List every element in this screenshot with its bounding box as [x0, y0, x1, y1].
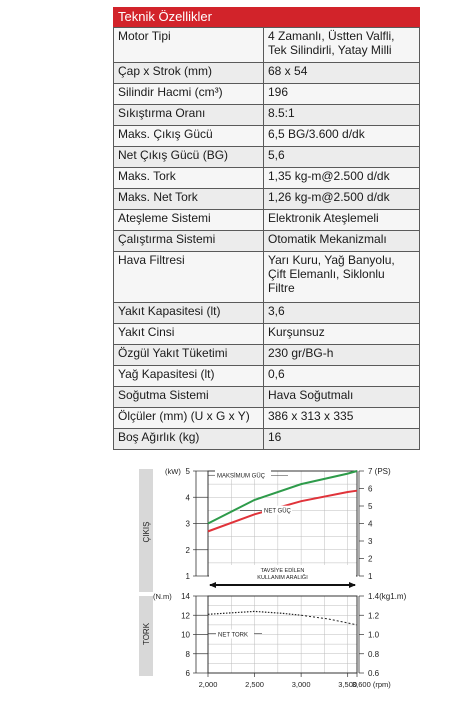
power-left-tick: 2: [185, 545, 190, 555]
spec-value: Yarı Kuru, Yağ Banyolu, Çift Elemanlı, Siklonlu Filtre: [264, 252, 420, 303]
spec-table-title: Teknik Özellikler: [113, 7, 420, 27]
power-right-tick: 2: [368, 554, 373, 564]
spec-value: Hava Soğutmalı: [264, 387, 420, 408]
spec-value: 3,6: [264, 303, 420, 324]
spec-label: Ölçüler (mm) (U x G x Y): [114, 408, 264, 429]
spec-row: [114, 84, 420, 105]
range-annotation-line2: KULLANIM ARALIĞI: [257, 575, 308, 581]
spec-row: [114, 429, 420, 450]
torque-section-label: TORK: [142, 622, 151, 646]
spec-row: [114, 252, 420, 303]
x-tick-label: 2,500: [245, 680, 264, 689]
power-right-tick: 7 (PS): [368, 467, 391, 476]
spec-row: [114, 231, 420, 252]
power-right-tick: 6: [368, 484, 373, 494]
spec-row: [114, 345, 420, 366]
spec-row: [114, 408, 420, 429]
torque-right-tick: 1.4(kg1.m): [368, 592, 407, 601]
spec-value: 1,35 kg-m@2.500 d/dk: [264, 168, 420, 189]
torque-left-tick: 12: [181, 611, 190, 621]
spec-label: Ateşleme Sistemi: [114, 210, 264, 231]
power-right-tick: 5: [368, 502, 373, 511]
torque-right-tick: 0.8: [368, 649, 380, 659]
spec-label: Net Çıkış Gücü (BG): [114, 147, 264, 168]
torque-left-tick: 10: [181, 630, 190, 640]
x-tick-label: 3,000: [291, 680, 311, 689]
spec-table: [113, 7, 420, 450]
torque-left-unit: (N.m): [153, 592, 172, 601]
torque-left-tick: 14: [181, 592, 190, 601]
spec-label: Motor Tipi: [114, 28, 264, 63]
spec-value: 196: [264, 84, 420, 105]
x-tick-label: 3,500: [338, 680, 358, 689]
range-annotation-line1: TAVSİYE EDİLEN: [260, 568, 305, 574]
power-right-tick: 3: [368, 537, 373, 546]
torque-right-tick: 0.6: [368, 669, 380, 678]
power-left-tick: 5: [185, 467, 190, 476]
spec-label: Maks. Çıkış Gücü: [114, 126, 264, 147]
spec-value: 6,5 BG/3.600 d/dk: [264, 126, 420, 147]
spec-label: Hava Filtresi: [114, 252, 264, 303]
spec-label: Çap x Strok (mm): [114, 63, 264, 84]
spec-label: Sıkıştırma Oranı: [114, 105, 264, 126]
max-power-label: MAKSİMUM GÜÇ: [217, 473, 265, 480]
net-torque-label: NET TORK: [218, 632, 249, 639]
spec-label: Maks. Tork: [114, 168, 264, 189]
spec-label: Özgül Yakıt Tüketimi: [114, 345, 264, 366]
spec-row: [114, 63, 420, 84]
spec-value: Otomatik Mekanizmalı: [264, 231, 420, 252]
spec-label: Yakıt Kapasitesi (lt): [114, 303, 264, 324]
spec-value: Elektronik Ateşlemeli: [264, 210, 420, 231]
spec-label: Çalıştırma Sistemi: [114, 231, 264, 252]
spec-value: 5,6: [264, 147, 420, 168]
spec-row: [114, 387, 420, 408]
x-tick-label: 2,000: [198, 680, 218, 689]
spec-label: Yağ Kapasitesi (lt): [114, 366, 264, 387]
power-right-tick: 4: [368, 519, 373, 529]
x-tick-label: 3,600 (rpm): [352, 680, 391, 689]
spec-label: Boş Ağırlık (kg): [114, 429, 264, 450]
power-left-tick: 1: [185, 572, 190, 581]
torque-left-tick: 6: [185, 669, 190, 678]
spec-label: Silindir Hacmi (cm³): [114, 84, 264, 105]
range-arrow-right: [349, 582, 356, 588]
torque-right-tick: 1.2: [368, 611, 380, 621]
spec-row: [114, 168, 420, 189]
spec-label: Soğutma Sistemi: [114, 387, 264, 408]
spec-row: [114, 303, 420, 324]
spec-table-body: [113, 27, 420, 450]
performance-chart-svg: [0, 462, 471, 706]
spec-label: Yakıt Cinsi: [114, 324, 264, 345]
spec-row: [114, 324, 420, 345]
spec-row: [114, 126, 420, 147]
power-left-tick: 3: [185, 519, 190, 529]
spec-value: 386 x 313 x 335: [264, 408, 420, 429]
output-section-label: ÇIKIŞ: [142, 521, 151, 543]
performance-chart: [0, 462, 471, 706]
spec-row: [114, 189, 420, 210]
spec-row: [114, 28, 420, 63]
spec-value: 68 x 54: [264, 63, 420, 84]
net-torque-curve-extension: [301, 615, 357, 625]
spec-row: [114, 105, 420, 126]
power-left-tick: 4: [185, 493, 190, 503]
spec-row: [114, 366, 420, 387]
torque-left-tick: 8: [185, 649, 190, 659]
spec-label: Maks. Net Tork: [114, 189, 264, 210]
torque-right-tick: 1.0: [368, 630, 380, 640]
spec-value: Kurşunsuz: [264, 324, 420, 345]
spec-value: 230 gr/BG-h: [264, 345, 420, 366]
spec-value: 4 Zamanlı, Üstten Valfli, Tek Silindirli, Yatay Milli: [264, 28, 420, 63]
spec-value: 8.5:1: [264, 105, 420, 126]
net-power-label: NET GÜÇ: [264, 508, 291, 515]
spec-value: 1,26 kg-m@2.500 d/dk: [264, 189, 420, 210]
power-right-tick: 1: [368, 572, 373, 581]
spec-value: 16: [264, 429, 420, 450]
spec-row: [114, 147, 420, 168]
spec-row: [114, 210, 420, 231]
spec-value: 0,6: [264, 366, 420, 387]
power-left-unit: (kW): [165, 467, 181, 476]
range-arrow-left: [209, 582, 216, 588]
